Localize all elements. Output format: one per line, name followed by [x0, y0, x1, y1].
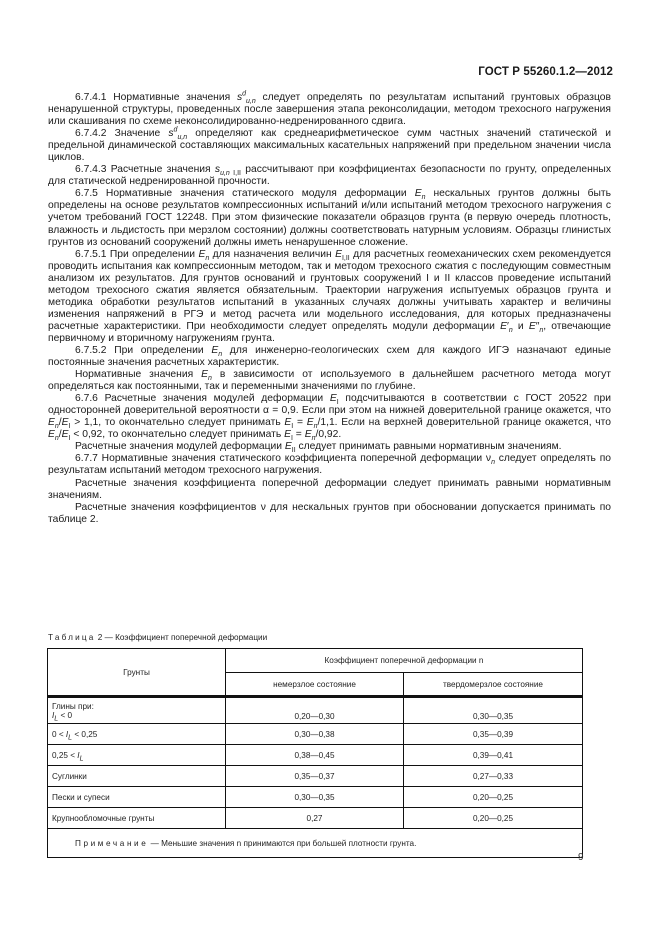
table-row: [48, 766, 583, 787]
cell-soil: Суглинки: [48, 766, 226, 787]
table-body: [48, 697, 583, 829]
cell-frozen: 0,20—0,25: [404, 787, 583, 808]
cell-frozen: 0,35—0,39: [404, 724, 583, 745]
cell-soil: Глины при: $I_L < 0$: [48, 697, 226, 724]
header-coefficient-group-label: Коэффициент поперечной деформации n: [324, 656, 484, 665]
paragraph-p677: 6.7.7 Нормативные значения статического коэффициента поперечной деформации $\nu_n$ следует определять по результатам испытаний методом трехосного нагружения.: [48, 453, 611, 477]
paragraph-p6743: 6.7.4.3 Расчетные значения $s_{u,n I,II}$ рассчитывают при коэффициентах безопасности по грунту, определенных для статической недренированной прочности.: [48, 164, 611, 188]
table-note: [48, 829, 583, 858]
header-coefficient-group: [226, 649, 583, 673]
table-row: [48, 724, 583, 745]
cell-unfrozen: 0,20—0,30: [226, 697, 404, 724]
cell-soil: $0,25 < I_L$: [48, 745, 226, 766]
cell-unfrozen: 0,38—0,45: [226, 745, 404, 766]
paragraph-p6752: 6.7.5.2 При определении $E_n$ для инженерно-геологических схем для каждого ИГЭ назначают единые постоянные значения расчетных характеристик.: [48, 344, 611, 369]
cell-unfrozen: 0,27: [226, 808, 404, 829]
paragraph-p6751: 6.7.5.1 При определении $E_n$ для назначения величин $E_{I,II}$ для расчетных геомеханических схем рекомендуется проводить испытания как компрессионным методом, так и методом трехосного сжатия с последующим совместным анализом их результатов. Для грунтов оснований и грунтовых сооружений I и II классов проведение испытаний методом трехосного сжатия является обязательным. Траектории нагружения испытуемых образцов грунта и методика обработки результатов испытаний в указанных случаях должны учитывать характер и величины изменения напряжений в РГЭ и метод расчета или модельного исследования, для которых предназначены расчетные характеристики. При необходимости следует определять модули деформации $E'_n$ и $E''_n$, отвечающие первичному и вторичному нагружениям грунта.: [48, 248, 611, 344]
cell-unfrozen: 0,30—0,35: [226, 787, 404, 808]
note-label: Примечание: [75, 838, 149, 848]
table-caption-label: Таблица: [48, 633, 96, 642]
body-text: [48, 92, 611, 526]
table-row: [48, 787, 583, 808]
cell-unfrozen: 0,30—0,38: [226, 724, 404, 745]
table-row: [48, 745, 583, 766]
page-number: 9: [578, 852, 584, 863]
document-id-header: ГОСТ Р 55260.1.2—2012: [478, 66, 613, 78]
paragraph-p677b: Расчетные значения коэффициента поперечной деформации следует принимать равными нормативным значениям.: [48, 477, 611, 501]
header-unfrozen: немерзлое состояние: [226, 673, 404, 697]
table-caption-title: 2 — Коэффициент поперечной деформации: [97, 633, 268, 642]
cell-soil: Пески и супеси: [48, 787, 226, 808]
cell-unfrozen: 0,35—0,37: [226, 766, 404, 787]
cell-frozen: 0,39—0,41: [404, 745, 583, 766]
table-row: [48, 808, 583, 829]
paragraph-p6742: 6.7.4.2 Значение $s^d_{u,n}$ определяют как среднеарифметическое сумм частных значений статической и предельной динамической составляющих максимальных касательных напряжений при предельном значении числа циклов.: [48, 126, 611, 164]
table-caption: [48, 633, 267, 642]
cell-soil: $0 < I_L < 0,25$: [48, 724, 226, 745]
note-text: — Меньшие значения n принимаются при большей плотности грунта.: [150, 838, 417, 848]
paragraph-p6752b: Нормативные значения $E_n$ в зависимости от используемого в дальнейшем расчетного метода могут определяться как постоянными, так и переменными значениями по глубине.: [48, 369, 611, 393]
cell-soil: Крупнообломочные грунты: [48, 808, 226, 829]
paragraph-p676b: Расчетные значения модулей деформации $E_{II}$ следует принимать равными нормативным значениям.: [75, 441, 562, 455]
paragraph-p675: 6.7.5 Нормативные значения статического модуля деформации $E_n$ нескальных грунтов должны быть определены на основе результатов компрессионных испытаний и/или испытаний методом трехосного нагружения с учетом требований ГОСТ 12248. При этом физические показатели образцов грунта (в первую очередь плотность, влажность и льдистость при мерзлом состоянии) должны соответствовать натурным условиям. Образцы глинистых грунтов из оснований сооружений должны иметь ненарушенное сложение.: [48, 188, 611, 248]
cell-frozen: 0,27—0,33: [404, 766, 583, 787]
paragraph-p6741: 6.7.4.1 Нормативные значения $s^d_{u,n}$ следует определять по результатам испытаний грунтовых образцов ненарушенной структуры, проведенных после завершения этапа реконсолидации, методом трехосного нагружения или скашивания по схеме неконсолидированно-недренированного сдвига.: [48, 90, 611, 128]
header-soils: Грунты: [48, 649, 226, 697]
header-frozen: твердомерзлое состояние: [404, 673, 583, 697]
table-row: [48, 697, 583, 724]
cell-frozen: 0,20—0,25: [404, 808, 583, 829]
poisson-ratio-table: [47, 648, 583, 858]
paragraph-p676: 6.7.6 Расчетные значения модулей деформации $E_I$ подсчитываются в соответствии с ГОСТ 20522 при односторонней доверительной вероятности α = 0,9. Если при этом на нижней доверительной границе окажется, что $E_n/E_I > 1,1$, то окончательно следует принимать $E_I = E_n/1,1$. Если на верхней доверительной границе окажется, что $E_n/E_I < 0,92$, то окончательно следует принимать $E_I = E_n/0,92$.: [48, 393, 611, 443]
cell-frozen: 0,30—0,35: [404, 697, 583, 724]
paragraph-p677c: Расчетные значения коэффициентов ν для нескальных грунтов при обосновании допускается принимать по таблице 2.: [48, 501, 611, 525]
